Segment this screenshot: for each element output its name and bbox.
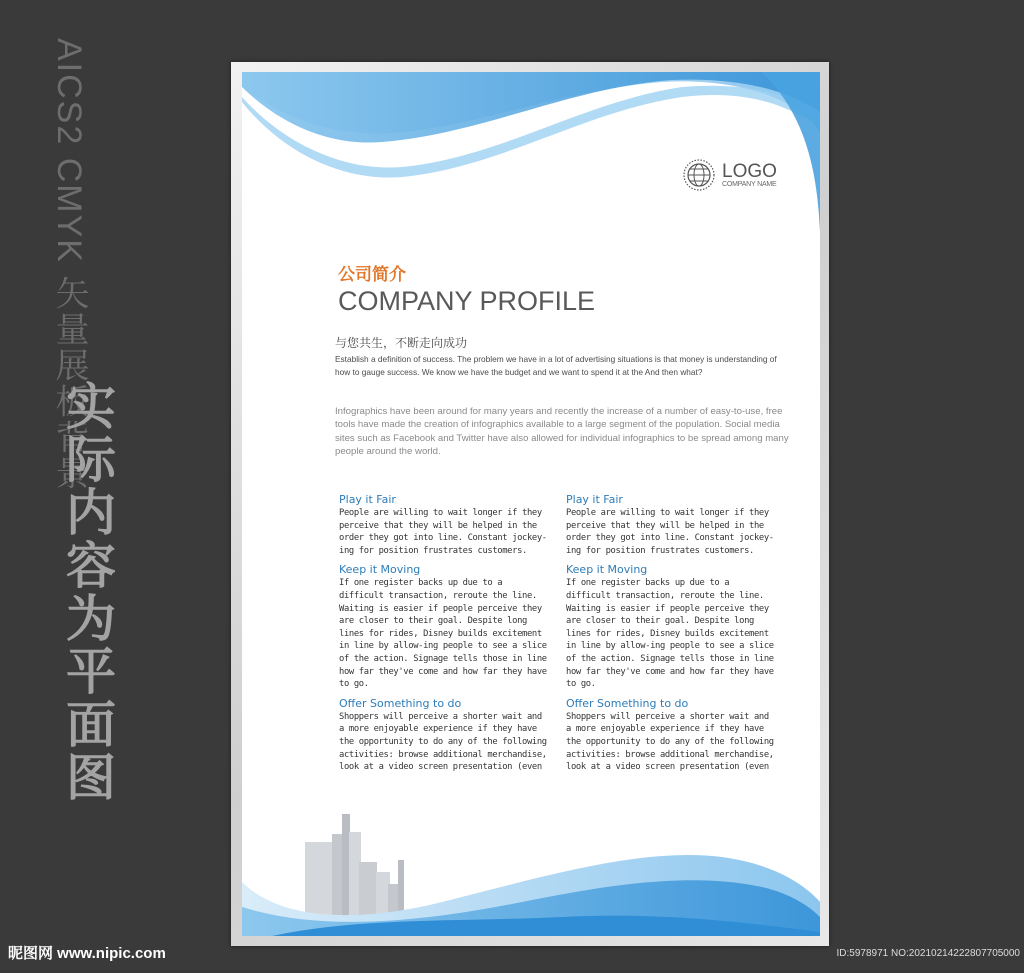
section [566,697,778,774]
content-column-right [566,493,778,780]
side-vertical-heading: 实际内容为平面图 [58,380,116,804]
section [566,493,778,557]
logo-text: LOGO [722,161,777,182]
image-id-text: ID:5978971 NO:20210214222807705000 [836,948,1020,959]
section-heading: Offer Something to do [566,696,689,710]
intro-small-text: Establish a definition of success. The problem we have in a lot of advertising situations is that money is understanding of how to gauge success. We know we have the budget and we want to spend it at the And then what? [335,354,777,377]
logo [682,158,777,192]
side-vertical-caption: AICS2 CMYK 矢量展板背景 [50,38,88,492]
title-chinese: 公司简介 [338,265,406,285]
section [339,697,551,774]
section [339,563,551,690]
section-body: If one register backs up due to a difficult transaction, reroute the line. Waiting is easier if people perceive they are closer to their goal. Despite long lines for rides, Disney builds excitement in line by allow-ing people to see a slice of the action. Signage tells those in line how far they've come and how far they have to go. [339,578,547,690]
section [339,493,551,557]
section-heading: Offer Something to do [339,696,462,710]
subtitle-chinese: 与您共生，不断走向成功 [335,336,468,350]
title-english: COMPANY PROFILE [338,286,596,316]
content-column-left [339,493,551,780]
watermark-text: 昵图网 www.nipic.com [8,945,166,962]
globe-icon [682,158,716,192]
logo-company-name: COMPANY NAME [722,181,777,188]
section-heading: Play it Fair [566,493,623,506]
section-heading: Keep it Moving [566,563,648,577]
section-body: If one register backs up due to a difficult transaction, reroute the line. Waiting is easier if people perceive they are closer to their goal. Despite long lines for rides, Disney builds excitement in line by allow-ing people to see a slice of the action. Signage tells those in line how far they've come and how far they have to go. [566,578,774,690]
section-heading: Keep it Moving [339,563,421,577]
section-body: Shoppers will perceive a shorter wait and a more enjoyable experience if they have the opportunity to do any of the following activities: browse additional merchandise, look at a video screen presentation (even [566,711,774,773]
poster [242,72,820,936]
section-body: Shoppers will perceive a shorter wait and a more enjoyable experience if they have the opportunity to do any of the following activities: browse additional merchandise, look at a video screen presentation (even [339,711,547,773]
section-heading: Play it Fair [339,493,396,506]
section-body: People are willing to wait longer if they perceive that they will be helped in the order they got into line. Constant jockey-ing for position frustrates customers. [339,508,547,556]
section [566,563,778,690]
intro-body-text: Infographics have been around for many years and recently the increase of a number of easy-to-use, free tools have made the creation of infographics available to a large segment of the population. Social media sites such as Facebook and Twitter have also allowed for individual infographics to be spread among many people around the world. [335,406,789,457]
section-body: People are willing to wait longer if they perceive that they will be helped in the order they got into line. Constant jockey-ing for position frustrates customers. [566,508,774,556]
